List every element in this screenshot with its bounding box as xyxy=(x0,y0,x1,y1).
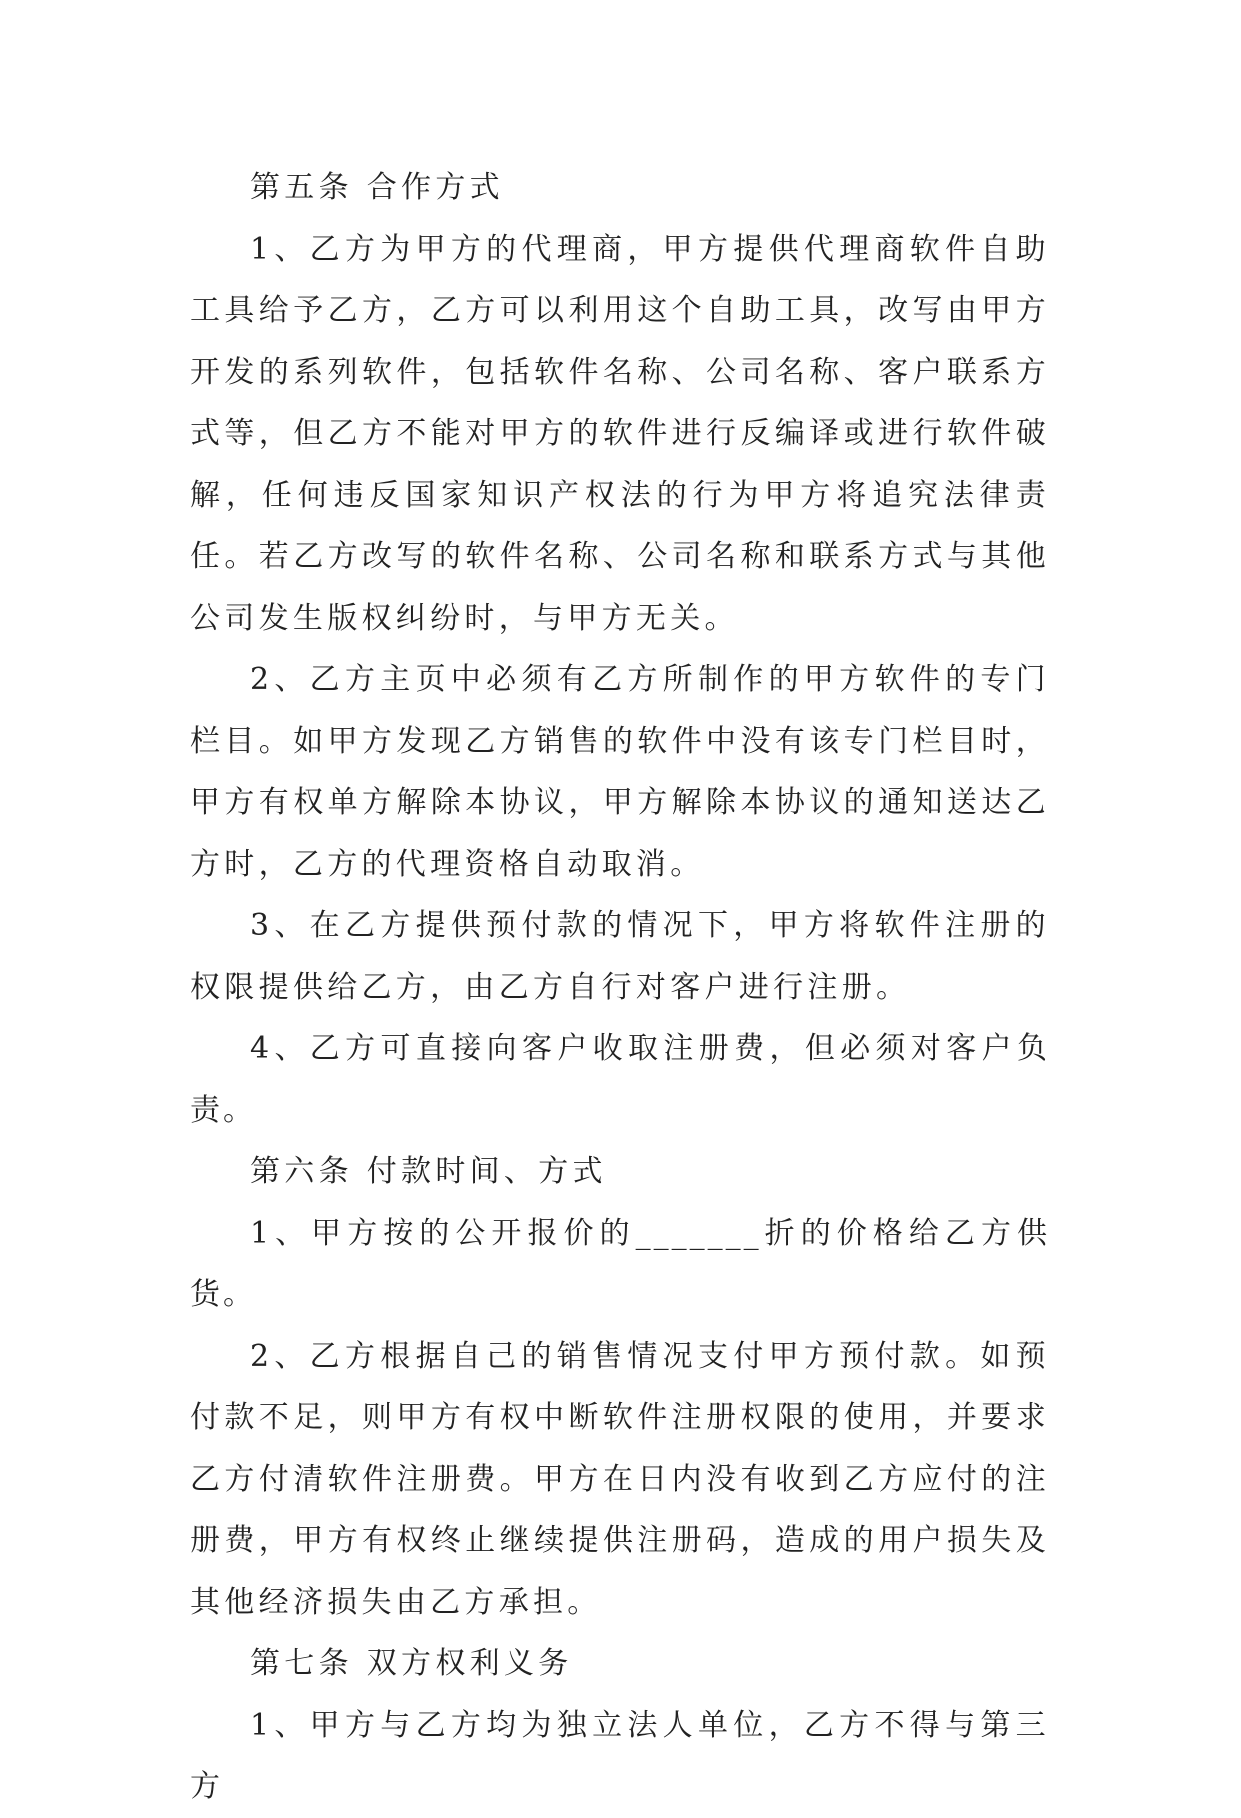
article-heading-7: 第七条 双方权利义务 xyxy=(250,1646,573,1681)
paragraph-5-1: 1、乙方为甲方的代理商，甲方提供代理商软件自助工具给予乙方，乙方可以利用这个自助工具，改写由甲方开发的系列软件，包括软件名称、公司名称、客户联系方式等，但乙方不能对甲方的软件进行反编译或进行软件破解，任何违反国家知识产权法的行为甲方将追究法律责任。若乙方改写的软件名称、公司名称和联系方式与其他公司发生版权纠纷时，与甲方无关。 xyxy=(190,231,1050,636)
article-heading-5: 第五条 合作方式 xyxy=(250,170,504,205)
paragraph-6-2: 2、乙方根据自己的销售情况支付甲方预付款。如预付款不足，则甲方有权中断软件注册权限的使用，并要求乙方付清软件注册费。甲方在日内没有收到乙方应付的注册费，甲方有权终止继续提供注册码，造成的用户损失及其他经济损失由乙方承担。 xyxy=(190,1338,1050,1620)
article-heading-6: 第六条 付款时间、方式 xyxy=(250,1154,607,1189)
paragraph-7-1: 1、甲方与乙方均为独立法人单位，乙方不得与第三方 xyxy=(190,1707,1050,1804)
paragraph-5-3: 3、在乙方提供预付款的情况下，甲方将软件注册的权限提供给乙方，由乙方自行对客户进行注册。 xyxy=(190,908,1050,1005)
paragraph-5-4: 4、乙方可直接向客户收取注册费，但必须对客户负责。 xyxy=(190,1031,1050,1128)
paragraph-5-2: 2、乙方主页中必须有乙方所制作的甲方软件的专门栏目。如甲方发现乙方销售的软件中没有该专门栏目时，甲方有权单方解除本协议，甲方解除本协议的通知送达乙方时，乙方的代理资格自动取消。 xyxy=(190,662,1050,882)
paragraph-6-1: 1、甲方按的公开报价的_______折的价格给乙方供货。 xyxy=(190,1215,1050,1312)
document-body xyxy=(190,157,1050,1818)
